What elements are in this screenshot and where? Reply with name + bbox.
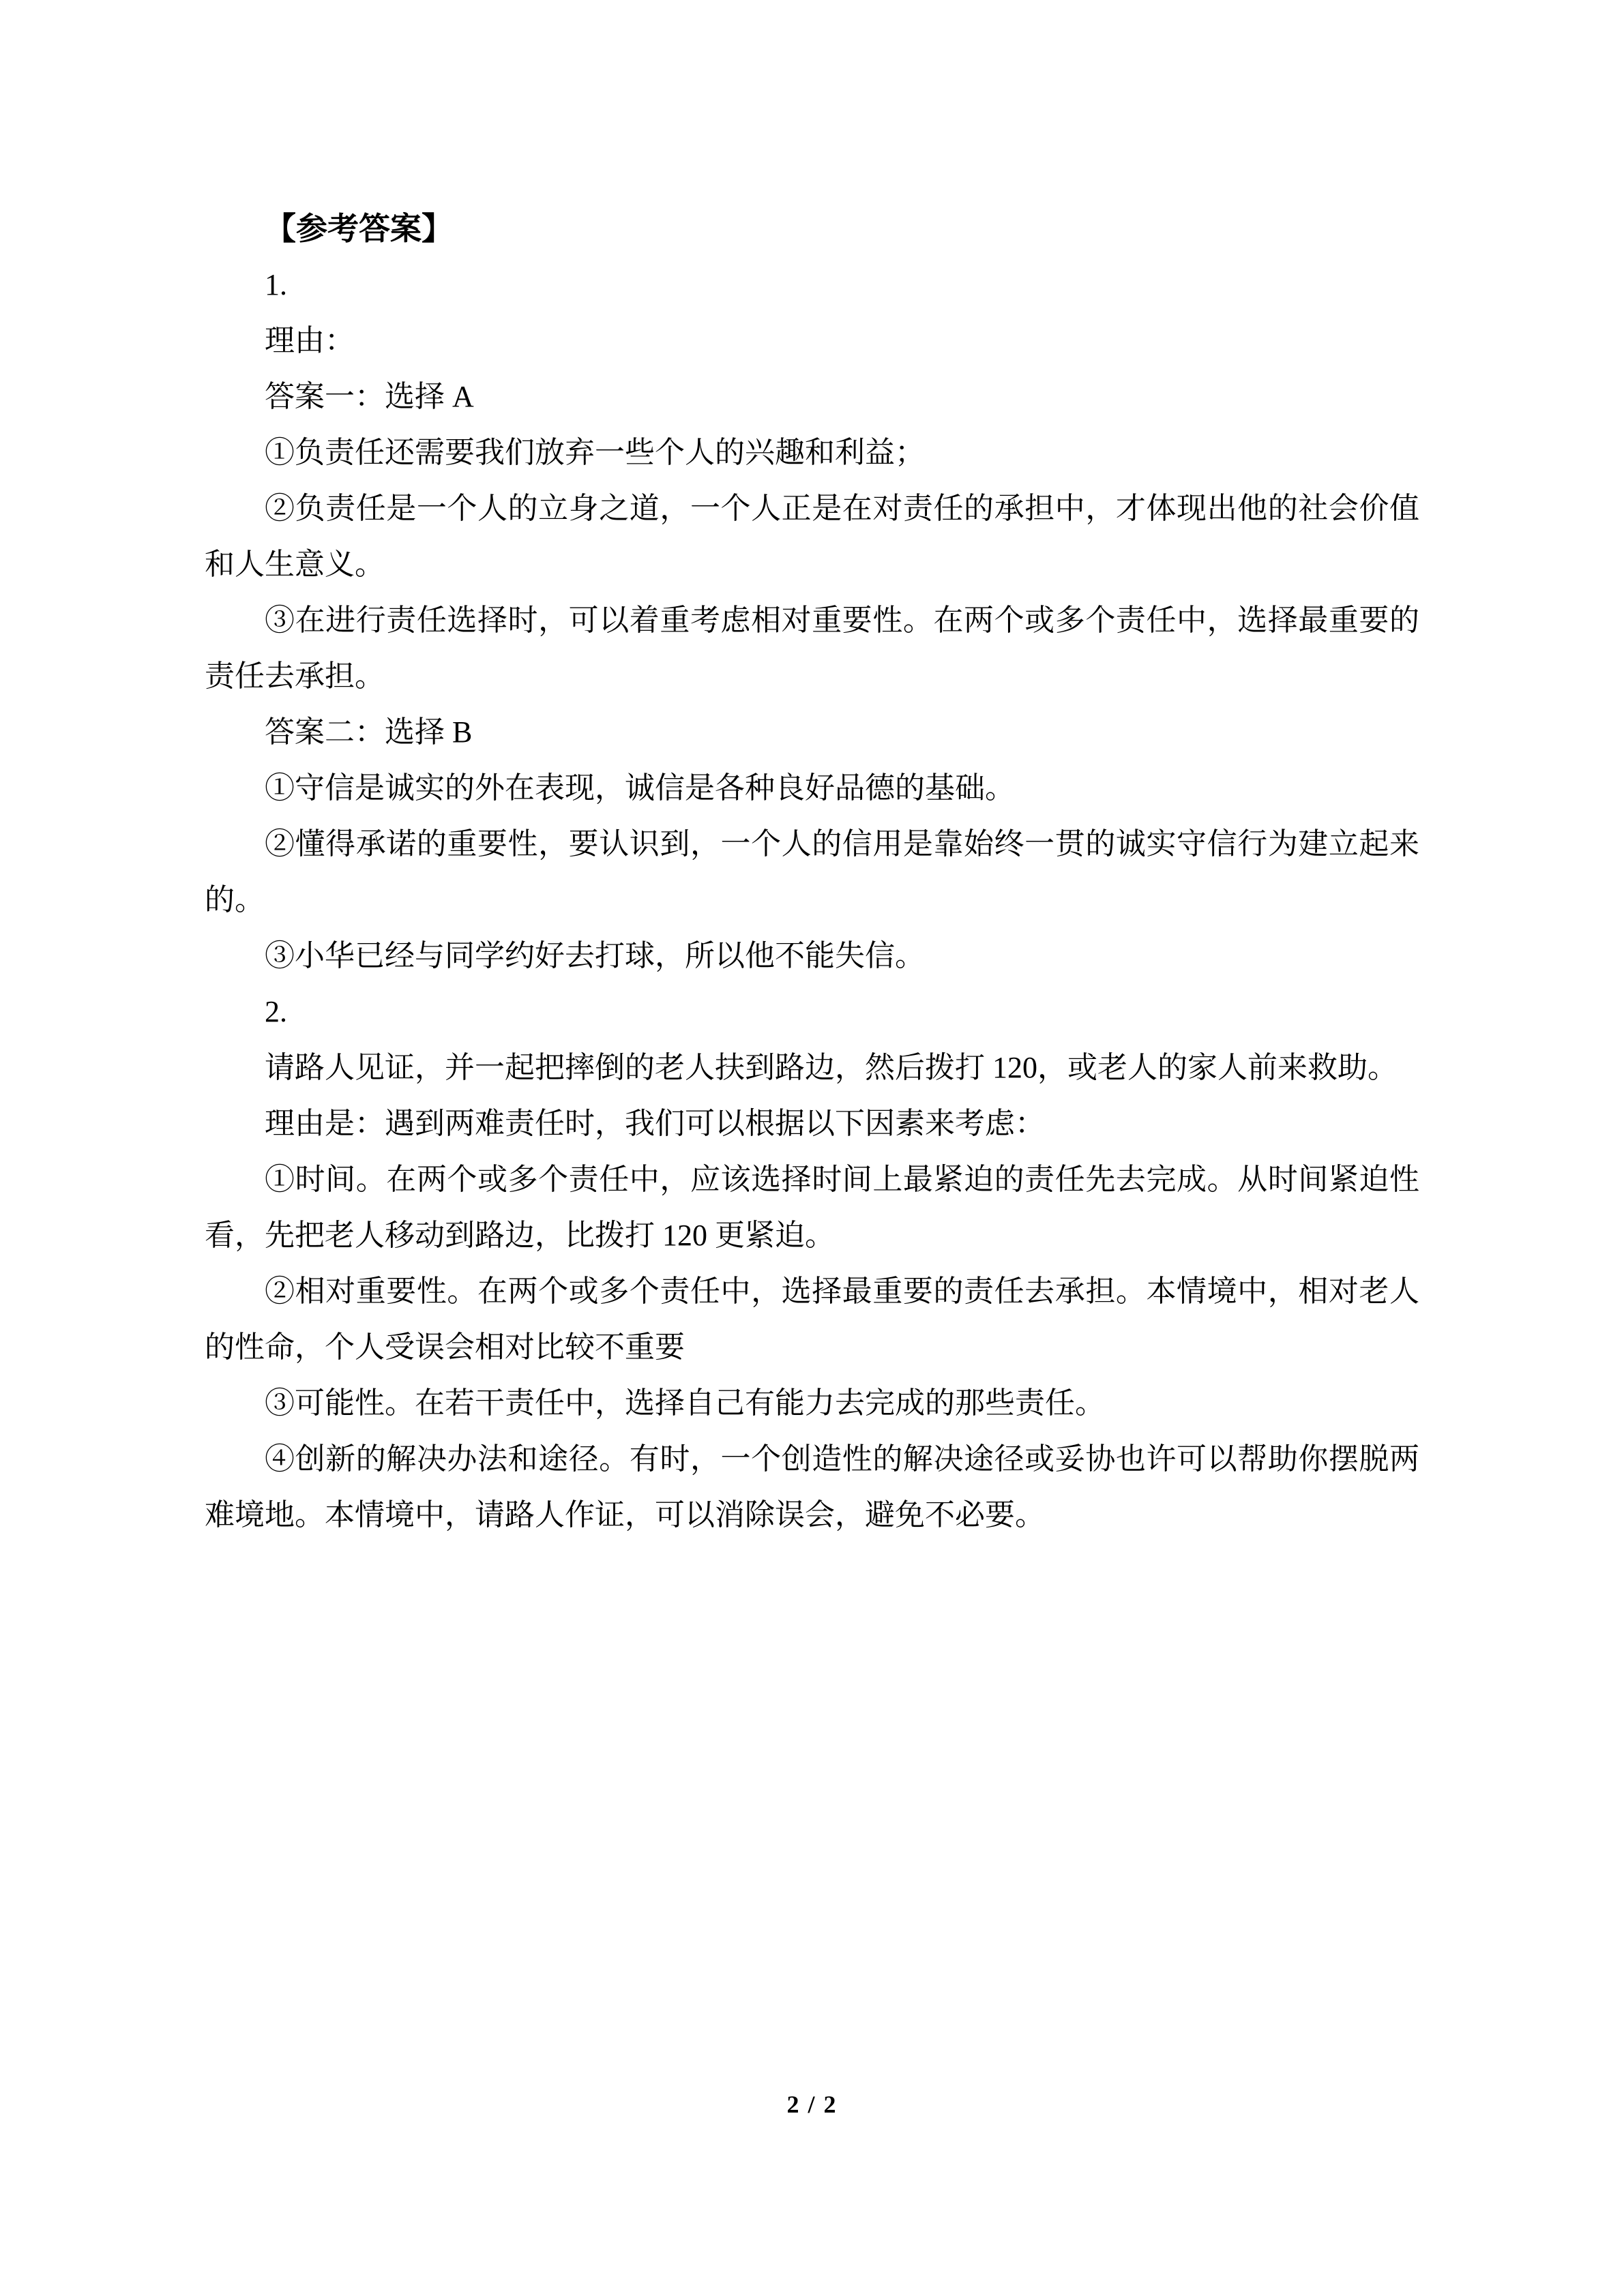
- paragraph: 理由：: [265, 324, 355, 357]
- paragraph: ②负责任是一个人的立身之道，一个人正是在对责任的承担中，才体现出他的社会价值和人生意义。: [205, 492, 1419, 581]
- answer-key-title: 【参考答案】: [265, 211, 453, 246]
- paragraph: 答案二：选择 B: [265, 715, 473, 749]
- paragraph: ③可能性。在若干责任中，选择自己有能力去完成的那些责任。: [265, 1386, 1105, 1420]
- paragraph: ③在进行责任选择时，可以着重考虑相对重要性。在两个或多个责任中，选择最重要的责任去承担。: [205, 603, 1419, 693]
- page-number: 2 / 2: [786, 2091, 838, 2118]
- paragraph: 2.: [265, 995, 287, 1028]
- paragraph: ①时间。在两个或多个责任中，应该选择时间上最紧迫的责任先去完成。从时间紧迫性看，先把老人移动到路边，比拨打 120 更紧迫。: [205, 1163, 1419, 1252]
- paragraph: ④创新的解决办法和途径。有时，一个创造性的解决途径或妥协也许可以帮助你摆脱两难境地。本情境中，请路人作证，可以消除误会，避免不必要。: [205, 1442, 1419, 1532]
- paragraph: ②相对重要性。在两个或多个责任中，选择最重要的责任去承担。本情境中，相对老人的性命，个人受误会相对比较不重要: [205, 1274, 1419, 1364]
- paragraph: 1.: [265, 268, 287, 301]
- paragraph: ①守信是诚实的外在表现，诚信是各种良好品德的基础。: [265, 771, 1015, 805]
- paragraph: 理由是：遇到两难责任时，我们可以根据以下因素来考虑：: [265, 1107, 1045, 1140]
- paragraph: ②懂得承诺的重要性，要认识到，一个人的信用是靠始终一贯的诚实守信行为建立起来的。: [205, 827, 1419, 916]
- paragraph: ①负责任还需要我们放弃一些个人的兴趣和利益；: [265, 436, 925, 469]
- paragraph: 答案一：选择 A: [265, 380, 474, 413]
- paragraph: 请路人见证，并一起把摔倒的老人扶到路边，然后拨打 120，或老人的家人前来救助。: [265, 1051, 1398, 1084]
- paragraph: ③小华已经与同学约好去打球，所以他不能失信。: [265, 939, 925, 972]
- document-body: [205, 257, 1419, 1543]
